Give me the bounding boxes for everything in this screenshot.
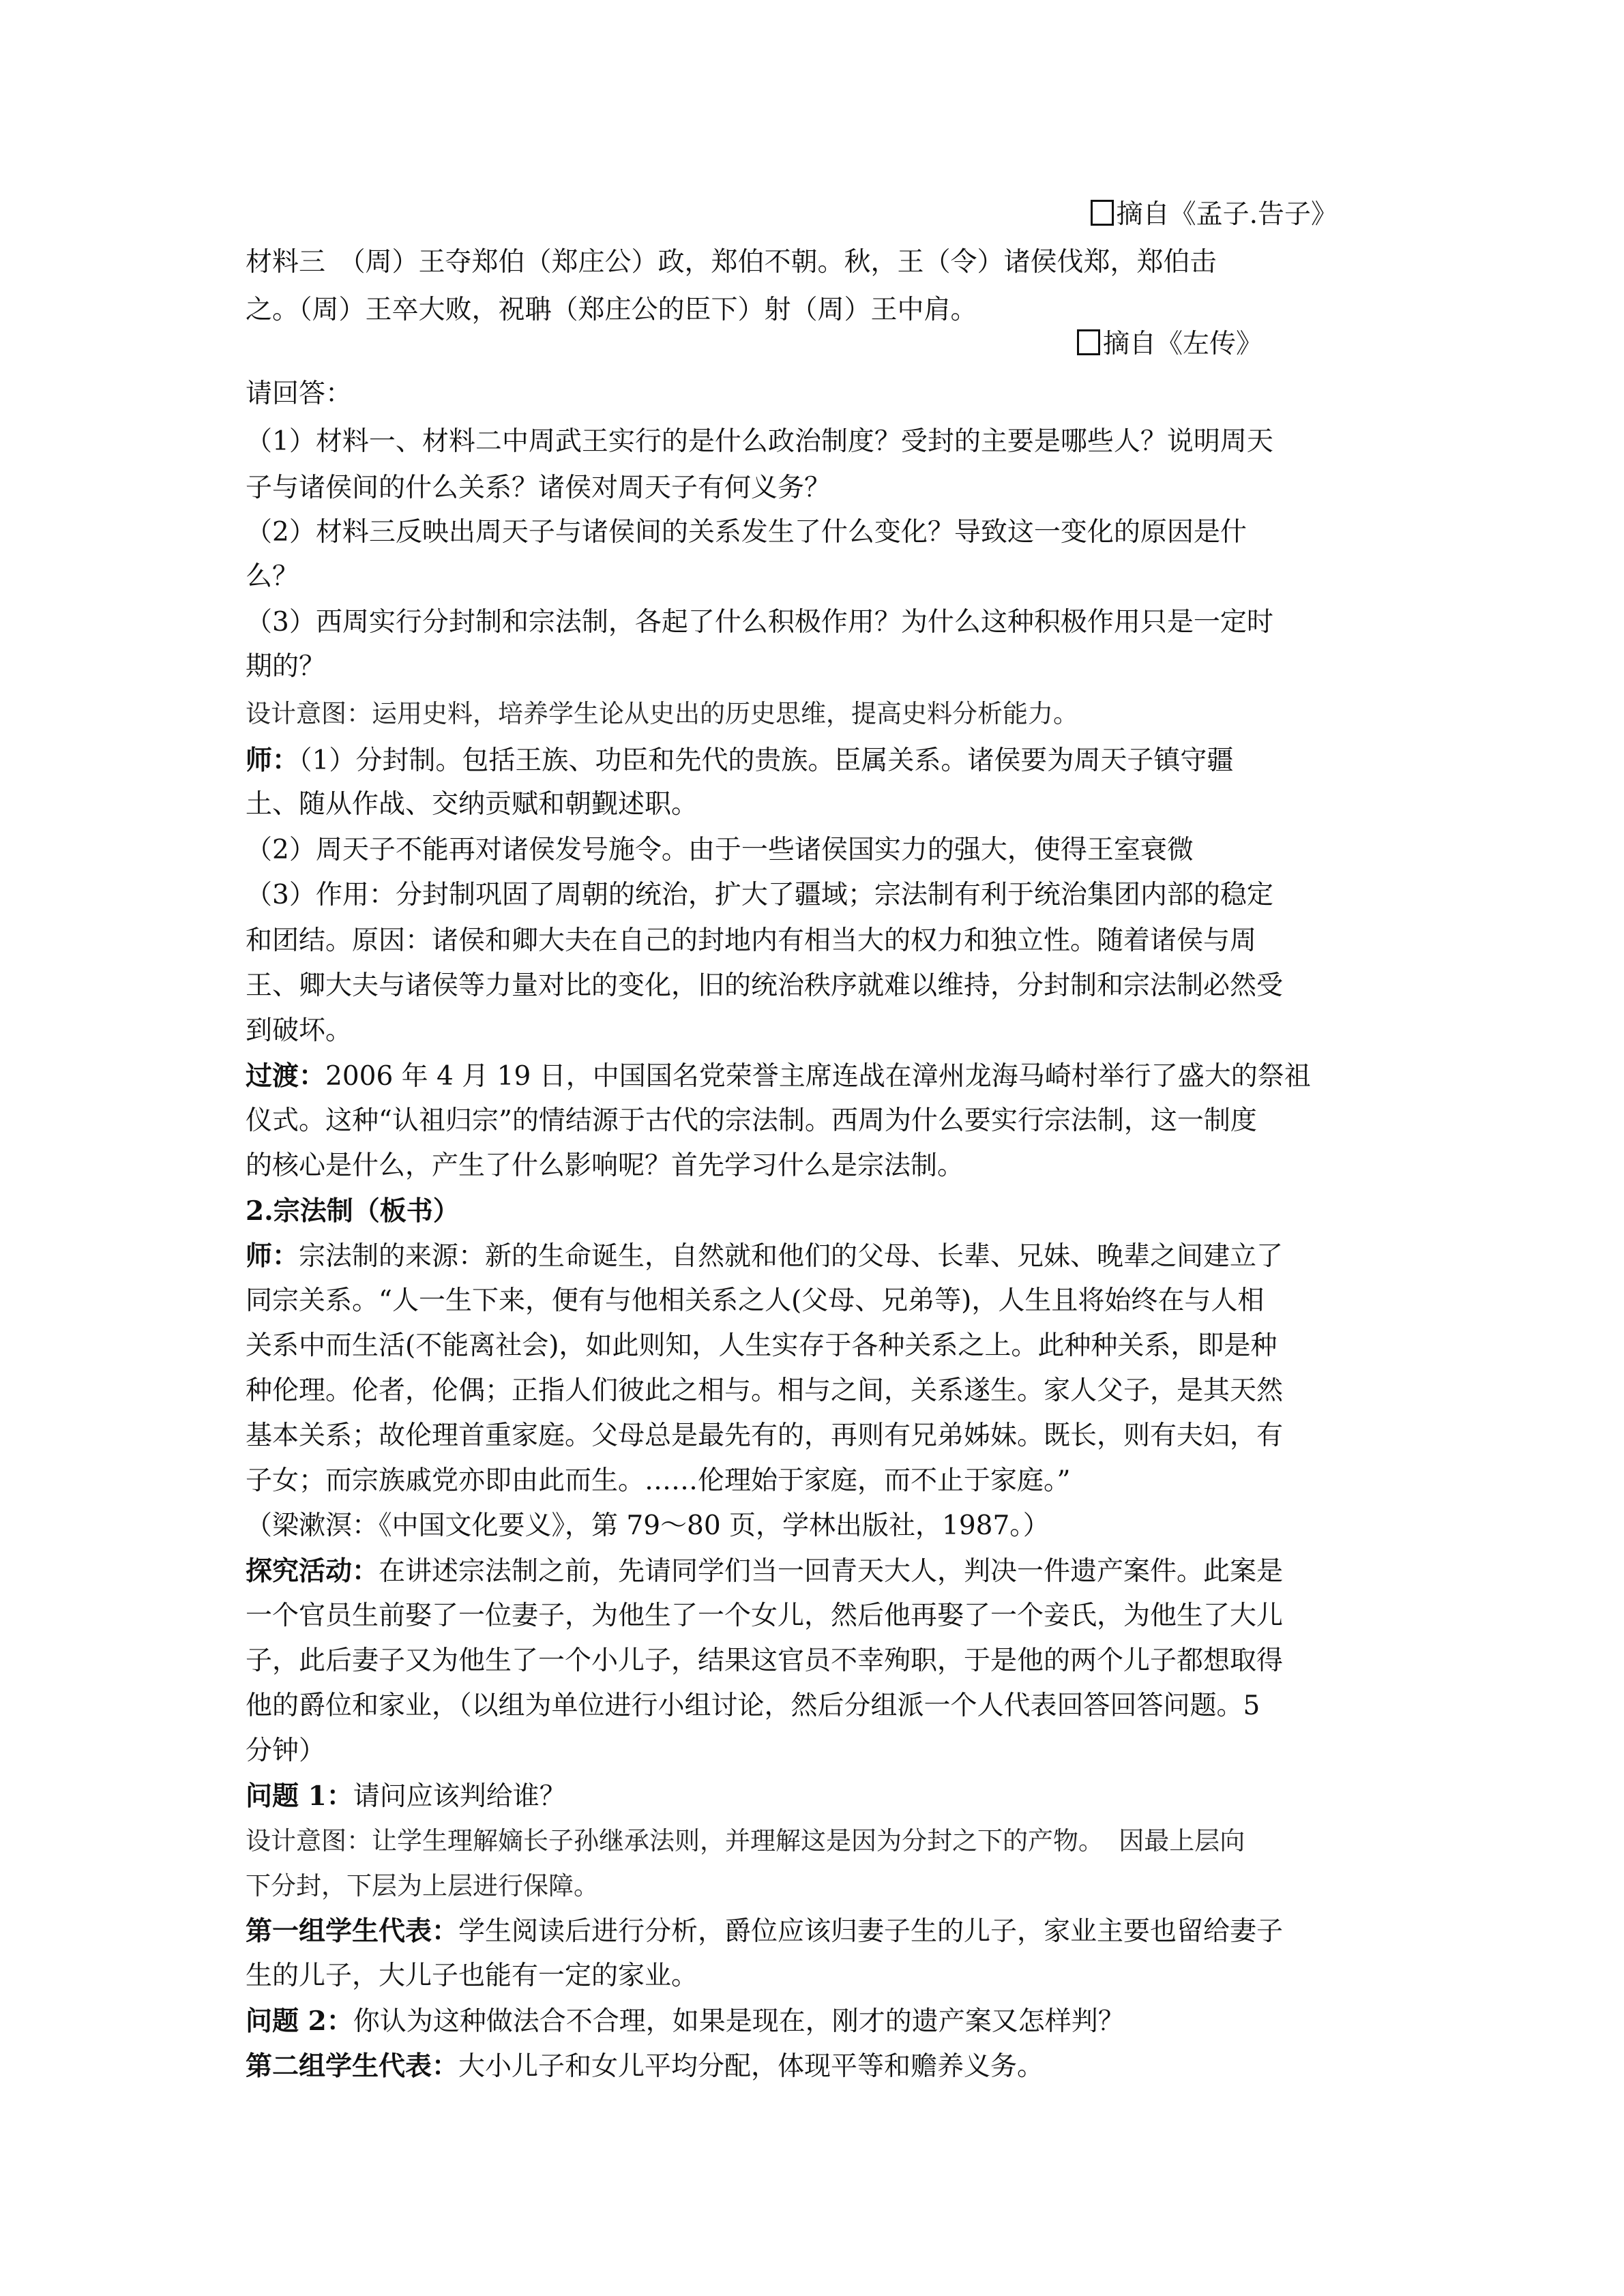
origin-line: 关系中而生活(不能离社会)，如此则知，人生实存于各种关系之上。此种种关系，即是种: [246, 1330, 1278, 1361]
group-one-label: 第一组学生代表：: [246, 1915, 459, 1947]
design-intent: 下分封，下层为上层进行保障。: [246, 1871, 599, 1900]
transition-label: 过渡：: [246, 1060, 326, 1092]
group-two-label: 第二组学生代表：: [246, 2051, 459, 2082]
activity-line: 他的爵位和家业，（以组为单位进行小组讨论，然后分组派一个人代表回答回答问题。5: [246, 1690, 1260, 1721]
transition-line: 过渡：2006 年 4 月 19 日，中国国名党荣誉主席连战在漳州龙海马崎村举行了盛大的祭祖: [246, 1060, 1311, 1092]
origin-line: 同宗关系。“人一生下来，便有与他相关系之人(父母、兄弟等)，人生且将始终在与人相: [246, 1285, 1265, 1316]
question-line: 期的？: [246, 651, 326, 682]
box-glyph: [1077, 329, 1100, 355]
question-line: （2）材料三反映出周天子与诸侯间的关系发生了什么变化？导致这一变化的原因是什: [246, 517, 1247, 548]
teacher-label: 师：: [246, 1240, 299, 1272]
question-one-label: 问题 1：: [246, 1780, 353, 1812]
reference: （梁漱溟：《中国文化要义》，第 79～80 页，学林出版社，1987。）: [246, 1510, 1050, 1541]
origin-line: 基本关系；故伦理首重家庭。父母总是最先有的，再则有兄弟姊妹。既长，则有夫妇，有: [246, 1420, 1284, 1451]
teacher-answer-line: （3）作用：分封制巩固了周朝的统治，扩大了疆域；宗法制有利于统治集团内部的稳定: [246, 880, 1273, 910]
teacher-answer-line: 师：（1）分封制。包括王族、功臣和先代的贵族。臣属关系。诸侯要为周天子镇守疆: [246, 745, 1234, 776]
teacher-label: 师：: [246, 745, 299, 776]
activity-line: 一个官员生前娶了一位妻子，为他生了一个女儿，然后他再娶了一个妾氏，为他生了大儿: [246, 1600, 1284, 1631]
group-one-answer: 生的儿子，大儿子也能有一定的家业。: [246, 1960, 698, 1991]
origin-line: 种伦理。伦者，伦偶；正指人们彼此之相与。相与之间，关系遂生。家人父子，是其天然: [246, 1375, 1284, 1406]
teacher-answer-line: 王、卿大夫与诸侯等力量对比的变化，旧的统治秩序就难以维持，分封制和宗法制必然受: [246, 970, 1284, 1001]
material-three-line: 之。（周）王卒大败，祝聃（郑庄公的臣下）射（周）王中肩。: [246, 295, 977, 325]
group-one-answer: 第一组学生代表：学生阅读后进行分析，爵位应该归妻子生的儿子，家业主要也留给妻子: [246, 1915, 1284, 1947]
question-two-label: 问题 2：: [246, 2006, 353, 2037]
activity-label: 探究活动：: [246, 1555, 379, 1587]
question-line: 么？: [246, 561, 299, 592]
transition-line: 仪式。这种“认祖归宗”的情结源于古代的宗法制。西周为什么要实行宗法制，这一制度: [246, 1105, 1257, 1136]
section-heading: 2.宗法制（板书）: [246, 1195, 460, 1227]
teacher-answer-line: 和团结。原因：诸侯和卿大夫在自己的封地内有相当大的权力和独立性。随着诸侯与周: [246, 925, 1257, 956]
question-one: 问题 1：请问应该判给谁？: [246, 1780, 566, 1812]
citation-mengzi: 摘自《孟子.告子》: [1091, 194, 1338, 235]
origin-line: 子女；而宗族戚党亦即由此而生。……伦理始于家庭，而不止于家庭。”: [246, 1465, 1071, 1496]
design-intent: 设计意图：让学生理解嫡长子孙继承法则，并理解这是因为分封之下的产物。 因最上层向: [246, 1826, 1245, 1855]
material-three-line: 材料三 （周）王夺郑伯（郑庄公）政，郑伯不朝。秋，王（令）诸侯伐郑，郑伯击: [246, 247, 1217, 278]
design-intent: 设计意图：运用史料，培养学生论从史出的历史思维，提高史料分析能力。: [246, 699, 1078, 728]
question-line: 子与诸侯间的什么关系？诸侯对周天子有何义务？: [246, 473, 831, 503]
box-glyph: [1091, 200, 1114, 226]
activity-line: 子，此后妻子又为他生了一个小儿子，结果这官员不幸殉职，于是他的两个儿子都想取得: [246, 1645, 1284, 1676]
activity-line: 探究活动：在讲述宗法制之前，先请同学们当一回青天大人，判决一件遗产案件。此案是: [246, 1555, 1284, 1587]
teacher-answer-line: 土、随从作战、交纳贡赋和朝觐述职。: [246, 789, 698, 820]
teacher-answer-line: （2）周天子不能再对诸侯发号施令。由于一些诸侯国实力的强大，使得王室衰微: [246, 835, 1194, 865]
citation-zuozhuan: 摘自《左传》: [1077, 324, 1263, 365]
origin-line: 师：宗法制的来源：新的生命诞生，自然就和他们的父母、长辈、兄妹、晚辈之间建立了: [246, 1240, 1284, 1272]
group-two-answer: 第二组学生代表：大小儿子和女儿平均分配，体现平等和赡养义务。: [246, 2051, 1044, 2082]
prompt-text: 请回答：: [246, 378, 353, 409]
teacher-answer-line: 到破坏。: [246, 1015, 353, 1046]
question-line: （1）材料一、材料二中周武王实行的是什么政治制度？受封的主要是哪些人？说明周天: [246, 426, 1273, 457]
question-line: （3）西周实行分封制和宗法制，各起了什么积极作用？为什么这种积极作用只是一定时: [246, 607, 1273, 638]
transition-line: 的核心是什么，产生了什么影响呢？首先学习什么是宗法制。: [246, 1150, 964, 1181]
activity-line: 分钟）: [246, 1735, 326, 1766]
question-two: 问题 2：你认为这种做法合不合理，如果是现在，刚才的遗产案又怎样判？: [246, 2006, 1125, 2037]
